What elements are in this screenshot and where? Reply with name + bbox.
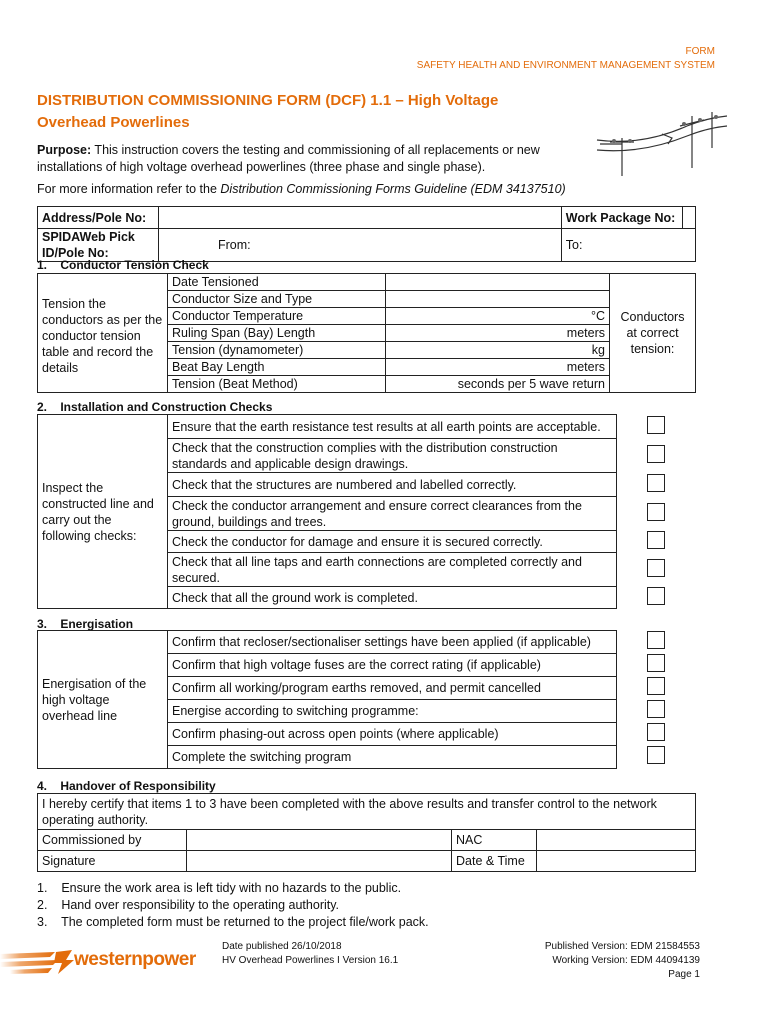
tension-row-label: Date Tensioned — [168, 274, 386, 291]
certify-statement: I hereby certify that items 1 to 3 have been completed with the above results and transfer control to the network operating authority. — [38, 794, 696, 830]
checkbox[interactable] — [647, 503, 665, 521]
check-cell — [617, 497, 696, 531]
check-cell — [617, 723, 696, 746]
check-cell — [617, 473, 696, 497]
check-item: Complete the switching program — [168, 746, 617, 769]
date-published: Date published 26/10/2018 — [222, 941, 342, 952]
purpose-label: Purpose: — [37, 143, 92, 157]
more-info-prefix: For more information refer to the — [37, 182, 221, 196]
from-field[interactable] — [159, 229, 562, 262]
working-version: Working Version: EDM 44094139 — [552, 955, 700, 966]
nac-field[interactable] — [537, 830, 696, 851]
guideline-reference: Distribution Commissioning Forms Guideline (EDM 34137510) — [220, 182, 566, 196]
date-time-label: Date & Time — [452, 851, 537, 872]
check-item: Check the conductor arrangement and ensure correct clearances from the ground, buildings and trees. — [168, 497, 617, 531]
tension-row-value[interactable]: kg — [386, 342, 610, 359]
from-label: From: — [218, 238, 251, 252]
date-time-field[interactable] — [537, 851, 696, 872]
check-cell — [617, 746, 696, 769]
tension-row-value[interactable] — [386, 291, 610, 308]
check-cell — [617, 700, 696, 723]
tension-row-value[interactable] — [386, 274, 610, 291]
page-title — [37, 90, 498, 134]
more-info — [37, 182, 566, 196]
work-package-label: Work Package No: — [561, 207, 682, 229]
purpose-text: This instruction covers the testing and commissioning of all replacements or new installations of high voltage overhead powerlines (three phase and single phase). — [37, 143, 540, 174]
checkbox[interactable] — [647, 445, 665, 463]
construction-checks-table — [37, 414, 696, 609]
check-cell — [617, 631, 696, 654]
western-power-logo — [0, 944, 195, 978]
check-item: Confirm all working/program earths removed, and permit cancelled — [168, 677, 617, 700]
check-item: Confirm that high voltage fuses are the correct rating (if applicable) — [168, 654, 617, 677]
spida-label: SPIDAWeb Pick ID/Pole No: — [38, 229, 159, 262]
check-item: Energise according to switching programme: — [168, 700, 617, 723]
document-version: HV Overhead Powerlines I Version 16.1 — [222, 955, 399, 966]
tension-row-value[interactable]: seconds per 5 wave return — [386, 376, 610, 393]
form-label: FORM — [685, 46, 715, 57]
tension-row-label: Conductor Size and Type — [168, 291, 386, 308]
to-label: To: — [565, 238, 583, 252]
footer-center — [222, 940, 398, 968]
tension-row-label: Tension (dynamometer) — [168, 342, 386, 359]
commissioned-by-field[interactable] — [187, 830, 452, 851]
check-cell — [617, 587, 696, 609]
to-field[interactable] — [561, 229, 695, 262]
tension-table — [37, 273, 696, 393]
check-item: Check the conductor for damage and ensure it is secured correctly. — [168, 531, 617, 553]
section3-heading: 3. Energisation — [37, 617, 134, 631]
check-item: Confirm that recloser/sectionaliser settings have been applied (if applicable) — [168, 631, 617, 654]
checkbox[interactable] — [647, 631, 665, 649]
energisation-table — [37, 630, 696, 769]
checkbox[interactable] — [647, 531, 665, 549]
footer-right — [545, 940, 700, 982]
check-cell — [617, 439, 696, 473]
tension-row-label: Conductor Temperature — [168, 308, 386, 325]
section1-heading: 1. Conductor Tension Check — [37, 258, 209, 272]
tension-row-label: Ruling Span (Bay) Length — [168, 325, 386, 342]
check-item: Check that the structures are numbered and labelled correctly. — [168, 473, 617, 497]
energisation-instruction: Energisation of the high voltage overhead line — [38, 631, 168, 769]
notes-list — [37, 880, 429, 931]
title-line-1: DISTRIBUTION COMMISSIONING FORM (DCF) 1.1 – High Voltage — [37, 92, 499, 109]
tension-row-value[interactable]: °C — [386, 308, 610, 325]
powerline-illustration — [592, 108, 732, 178]
signature-field[interactable] — [187, 851, 452, 872]
checkbox[interactable] — [647, 587, 665, 605]
checkbox[interactable] — [647, 700, 665, 718]
check-cell — [617, 553, 696, 587]
check-cell — [617, 677, 696, 700]
handover-table — [37, 793, 696, 872]
purpose-paragraph — [37, 142, 577, 176]
note-item: 1. Ensure the work area is left tidy with no hazards to the public. — [37, 881, 402, 895]
checkbox[interactable] — [647, 416, 665, 434]
check-cell — [617, 531, 696, 553]
checkbox[interactable] — [647, 677, 665, 695]
signature-label: Signature — [38, 851, 187, 872]
note-item: 2. Hand over responsibility to the operating authority. — [37, 898, 340, 912]
published-version: Published Version: EDM 21584553 — [544, 941, 700, 952]
check-item: Confirm phasing-out across open points (where applicable) — [168, 723, 617, 746]
nac-label: NAC — [452, 830, 537, 851]
commissioned-by-label: Commissioned by — [38, 830, 187, 851]
checkbox[interactable] — [647, 654, 665, 672]
page-number: Page 1 — [668, 969, 700, 980]
check-item: Ensure that the earth resistance test results at all earth points are acceptable. — [168, 415, 617, 439]
checkbox[interactable] — [647, 474, 665, 492]
check-item: Check that all line taps and earth connections are completed correctly and secured. — [168, 553, 617, 587]
address-field[interactable] — [159, 207, 562, 229]
checkbox[interactable] — [647, 723, 665, 741]
address-table — [37, 206, 696, 262]
checkbox[interactable] — [647, 559, 665, 577]
tension-result: Conductors at correct tension: — [610, 274, 696, 393]
tension-instruction: Tension the conductors as per the conductor tension table and record the details — [38, 274, 168, 393]
checkbox[interactable] — [647, 746, 665, 764]
construction-instruction: Inspect the constructed line and carry out the following checks: — [38, 415, 168, 609]
check-cell — [617, 654, 696, 677]
check-item: Check that the construction complies with the distribution construction standards and applicable design drawings. — [168, 439, 617, 473]
tension-row-value[interactable]: meters — [386, 359, 610, 376]
check-item: Check that all the ground work is completed. — [168, 587, 617, 609]
tension-row-label: Tension (Beat Method) — [168, 376, 386, 393]
section4-heading: 4. Handover of Responsibility — [37, 779, 216, 793]
check-cell — [617, 415, 696, 439]
address-label: Address/Pole No: — [38, 207, 159, 229]
tension-row-label: Beat Bay Length — [168, 359, 386, 376]
work-package-field[interactable] — [682, 207, 695, 229]
system-label: SAFETY HEALTH AND ENVIRONMENT MANAGEMENT SYSTEM — [416, 60, 715, 71]
tension-row-value[interactable]: meters — [386, 325, 610, 342]
note-item: 3. The completed form must be returned to the project file/work pack. — [37, 915, 429, 929]
logo-text: westernpower — [74, 949, 196, 970]
section2-heading: 2. Installation and Construction Checks — [37, 400, 273, 414]
title-line-2: Overhead Powerlines — [37, 114, 190, 131]
